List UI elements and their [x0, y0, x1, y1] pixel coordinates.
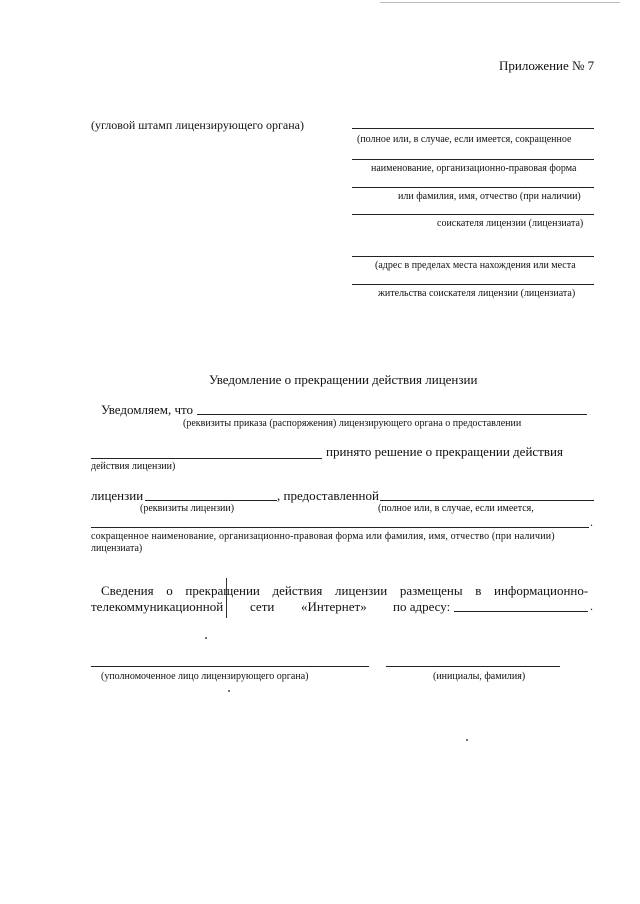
addressee-caption-1: (полное или, в случае, если имеется, сокращенное — [357, 134, 572, 145]
info-line-2-network-word: сети — [250, 599, 275, 614]
notify-prefix: Уведомляем, что — [101, 402, 194, 417]
licensee-name-line — [380, 500, 594, 501]
address-caption-2: жительства соискателя лицензии (лицензиата) — [378, 288, 576, 299]
license-requisites-caption: (реквизиты лицензии) — [140, 503, 235, 514]
stamp-label: (угловой штамп лицензирующего органа) — [91, 118, 305, 132]
license-requisites-line — [145, 500, 277, 501]
licensee-name-continuation-line — [91, 527, 589, 528]
addressee-caption-4: соискателя лицензии (лицензиата) — [437, 218, 584, 229]
address-line-2 — [352, 284, 594, 285]
official-signature-line — [91, 666, 369, 667]
appendix-label: Приложение № 7 — [499, 58, 595, 73]
name-period: . — [590, 515, 593, 529]
initials-caption: (инициалы, фамилия) — [433, 671, 526, 682]
addressee-caption-2: наименование, организационно-правовая форма — [371, 163, 577, 174]
info-line-2-address-label: по адресу: — [393, 599, 451, 614]
license-word: лицензии — [91, 488, 144, 503]
provided-word: , предоставленной — [277, 488, 379, 503]
addressee-line-3 — [352, 187, 594, 188]
addressee-line-1 — [352, 128, 594, 129]
scan-speck — [228, 690, 230, 692]
decision-blank-line — [91, 458, 322, 459]
official-caption: (уполномоченное лицо лицензирующего органа) — [101, 671, 309, 682]
decision-text: принято решение о прекращении действия — [326, 444, 563, 459]
info-line-2-internet: «Интернет» — [301, 599, 367, 614]
info-line-2-network-type: телекоммуникационной — [91, 599, 224, 614]
scan-edge-line — [380, 2, 620, 3]
full-name-caption: (полное или, в случае, если имеется, — [378, 503, 534, 514]
addressee-caption-3: или фамилия, имя, отчество (при наличии) — [398, 191, 581, 202]
document-title: Уведомление о прекращении действия лицензии — [209, 372, 478, 387]
licensee-caption: лицензиата) — [91, 543, 143, 554]
scan-speck — [205, 637, 207, 639]
info-line-1: Сведения о прекращении действия лицензии размещены в информационно- — [101, 583, 589, 598]
action-caption: действия лицензии) — [91, 461, 176, 472]
scan-speck — [466, 739, 468, 741]
initials-signature-line — [386, 666, 560, 667]
addressee-line-2 — [352, 159, 594, 160]
addressee-line-4 — [352, 214, 594, 215]
order-requisites-caption: (реквизиты приказа (распоряжения) лицензирующего органа о предоставлении — [183, 418, 522, 429]
order-requisites-line — [197, 414, 587, 415]
info-period: . — [590, 599, 593, 613]
address-line-1 — [352, 256, 594, 257]
scan-artifact-mark — [226, 578, 228, 618]
info-address-line — [454, 611, 588, 612]
short-name-caption: сокращенное наименование, организационно-правовая форма или фамилия, имя, отчество (при наличии) — [91, 531, 555, 542]
address-caption-1: (адрес в пределах места нахождения или места — [375, 260, 576, 271]
